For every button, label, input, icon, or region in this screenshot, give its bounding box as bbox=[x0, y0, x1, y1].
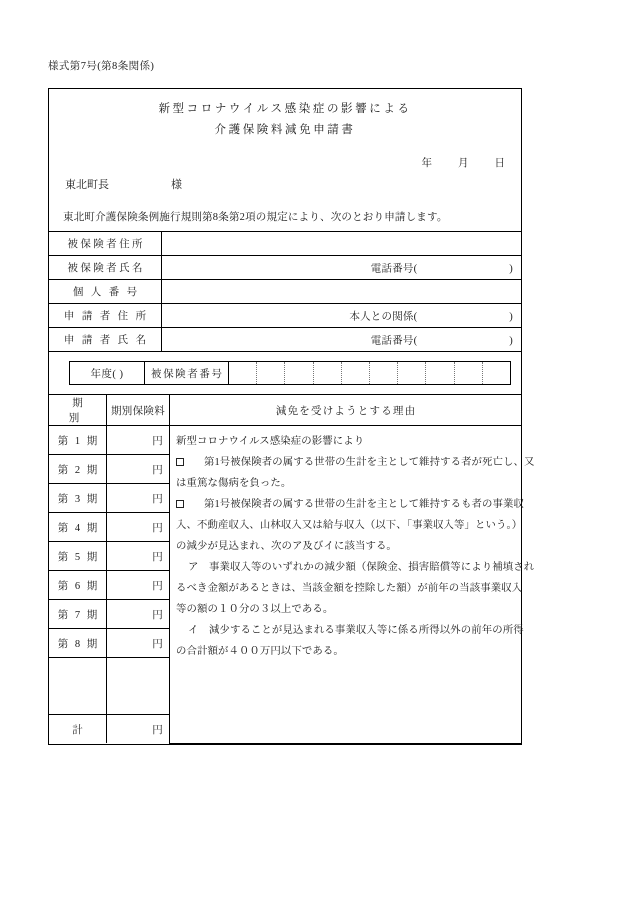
reason-sub-a-line1: ア 事業収入等のいずれかの減少額（保険金、損害賠償等により補填され bbox=[188, 562, 535, 573]
insured-number-digit-9[interactable] bbox=[454, 362, 482, 385]
field-individual-number[interactable] bbox=[162, 280, 522, 304]
applicant-relation-close-paren: ) bbox=[509, 311, 513, 322]
term-amount-6[interactable]: 円 bbox=[107, 571, 170, 600]
reason-option-2[interactable] bbox=[176, 494, 525, 515]
term-label-1: 第 1 期 bbox=[49, 426, 107, 455]
term-label-6: 第 6 期 bbox=[49, 571, 107, 600]
insured-phone-label: 電話番号( bbox=[370, 263, 418, 274]
label-insured-number: 被保険者番号 bbox=[145, 362, 229, 385]
term-amount-8[interactable]: 円 bbox=[107, 629, 170, 658]
table-row bbox=[49, 232, 521, 256]
field-insured-address[interactable] bbox=[162, 232, 522, 256]
insured-phone-close-paren: ) bbox=[509, 263, 513, 274]
reason-sub-a-line3: 等の額の１０分の３以上である。 bbox=[176, 604, 334, 615]
checkbox-icon[interactable] bbox=[176, 500, 184, 508]
table-row bbox=[49, 328, 521, 352]
insured-number-band bbox=[69, 361, 511, 385]
reason-option-2-line2: 入、不動産収入、山林収入又は給与収入（以下、「事業収入等」という。） bbox=[176, 520, 523, 531]
insured-number-digit-10[interactable] bbox=[482, 362, 510, 385]
applicant-phone-group bbox=[371, 332, 513, 347]
term-amount-3[interactable]: 円 bbox=[107, 484, 170, 513]
form-frame bbox=[48, 88, 535, 745]
insured-number-digit-7[interactable] bbox=[398, 362, 426, 385]
date-line bbox=[49, 155, 521, 170]
term-amount-4[interactable]: 円 bbox=[107, 513, 170, 542]
date-month-label: 月 bbox=[458, 158, 469, 169]
date-year-label: 年 bbox=[421, 158, 432, 169]
term-label-3: 第 3 期 bbox=[49, 484, 107, 513]
table-header-row bbox=[49, 395, 521, 426]
document-title-line2: 介護保険料減免申請書 bbox=[214, 124, 356, 136]
insured-number-band-wrap bbox=[49, 352, 521, 394]
form-number: 様式第7号(第8条関係) bbox=[48, 61, 155, 72]
label-individual-number: 個 人 番 号 bbox=[49, 280, 162, 304]
insured-number-digit-6[interactable] bbox=[369, 362, 397, 385]
applicant-relation-group bbox=[349, 308, 513, 323]
table-row bbox=[49, 426, 521, 455]
checkbox-icon[interactable] bbox=[176, 458, 184, 466]
reason-option-1-line1: 第1号被保険者の属する世帯の生計を主として維持する者が死亡し、又 bbox=[204, 457, 535, 468]
reason-option-2-line3: の減少が見込まれ、次のア及びイに該当する。 bbox=[176, 541, 397, 552]
reason-option-2-line1: 第1号被保険者の属する世帯の生計を主として維持するも者の事業収 bbox=[204, 499, 525, 510]
label-insured-name: 被保険者氏名 bbox=[49, 256, 162, 280]
intro-statement: 東北町介護保険条例施行規則第8条第2項の規定により、次のとおり申請します。 bbox=[63, 212, 448, 223]
field-insured-name[interactable] bbox=[162, 256, 522, 280]
applicant-phone-label: 電話番号( bbox=[370, 335, 418, 346]
term-label-4: 第 4 期 bbox=[49, 513, 107, 542]
total-amount[interactable]: 円 bbox=[107, 715, 170, 744]
reason-sub-b-line2: の合計額が４００万円以下である。 bbox=[176, 646, 344, 657]
reason-option-1[interactable] bbox=[176, 452, 535, 473]
header-premium: 期別保険料 bbox=[107, 395, 170, 426]
insured-number-digit-4[interactable] bbox=[313, 362, 341, 385]
term-amount-5[interactable]: 円 bbox=[107, 542, 170, 571]
term-amount-1[interactable]: 円 bbox=[107, 426, 170, 455]
total-label: 計 bbox=[49, 715, 107, 744]
reason-sub-a-line2: るべき金額があるときは、当該金額を控除した額）が前年の当該事業収入 bbox=[176, 583, 523, 594]
table-row bbox=[70, 362, 511, 385]
spacer-term-cell bbox=[49, 658, 107, 715]
spacer-amount-cell bbox=[107, 658, 170, 715]
label-applicant-name: 申 請 者 氏 名 bbox=[49, 328, 162, 352]
insured-number-digit-5[interactable] bbox=[341, 362, 369, 385]
fiscal-year-field[interactable]: 年度( ) bbox=[70, 362, 145, 385]
reason-option-1-line2: は重篤な傷病を負った。 bbox=[176, 478, 292, 489]
term-amount-7[interactable]: 円 bbox=[107, 600, 170, 629]
label-insured-address: 被保険者住所 bbox=[49, 232, 162, 256]
applicant-relation-label: 本人との関係( bbox=[349, 311, 418, 322]
insured-number-digit-8[interactable] bbox=[426, 362, 454, 385]
table-row bbox=[49, 304, 521, 328]
insured-number-digit-3[interactable] bbox=[285, 362, 313, 385]
term-label-8: 第 8 期 bbox=[49, 629, 107, 658]
reason-cell[interactable] bbox=[170, 426, 535, 744]
applicant-phone-close-paren: ) bbox=[509, 335, 513, 346]
term-label-2: 第 2 期 bbox=[49, 455, 107, 484]
applicant-info-table bbox=[49, 231, 521, 352]
label-applicant-address: 申 請 者 住 所 bbox=[49, 304, 162, 328]
insured-number-digit-1[interactable] bbox=[229, 362, 257, 385]
form-header bbox=[49, 89, 521, 224]
reason-sub-b-line1: イ 減少することが見込まれる事業収入等に係る所得以外の前年の所得 bbox=[188, 625, 524, 636]
insured-phone-group bbox=[371, 260, 513, 275]
term-label-7: 第 7 期 bbox=[49, 600, 107, 629]
field-applicant-name[interactable] bbox=[162, 328, 522, 352]
addressee-honorific: 様 bbox=[171, 179, 182, 191]
date-day-label: 日 bbox=[494, 158, 505, 169]
header-reason: 減免を受けようとする理由 bbox=[170, 395, 522, 426]
term-amount-2[interactable]: 円 bbox=[107, 455, 170, 484]
premium-reason-table bbox=[49, 394, 535, 744]
addressee-line bbox=[49, 176, 521, 192]
table-row bbox=[49, 256, 521, 280]
insured-number-digit-2[interactable] bbox=[257, 362, 285, 385]
document-title-line1: 新型コロナウイルス感染症の影響による bbox=[158, 103, 412, 115]
table-row bbox=[49, 280, 521, 304]
addressee-name: 東北町長 bbox=[65, 179, 109, 191]
term-label-5: 第 5 期 bbox=[49, 542, 107, 571]
header-term: 期 別 bbox=[49, 395, 107, 426]
reason-lead: 新型コロナウイルス感染症の影響により bbox=[176, 436, 365, 447]
field-applicant-address[interactable] bbox=[162, 304, 522, 328]
